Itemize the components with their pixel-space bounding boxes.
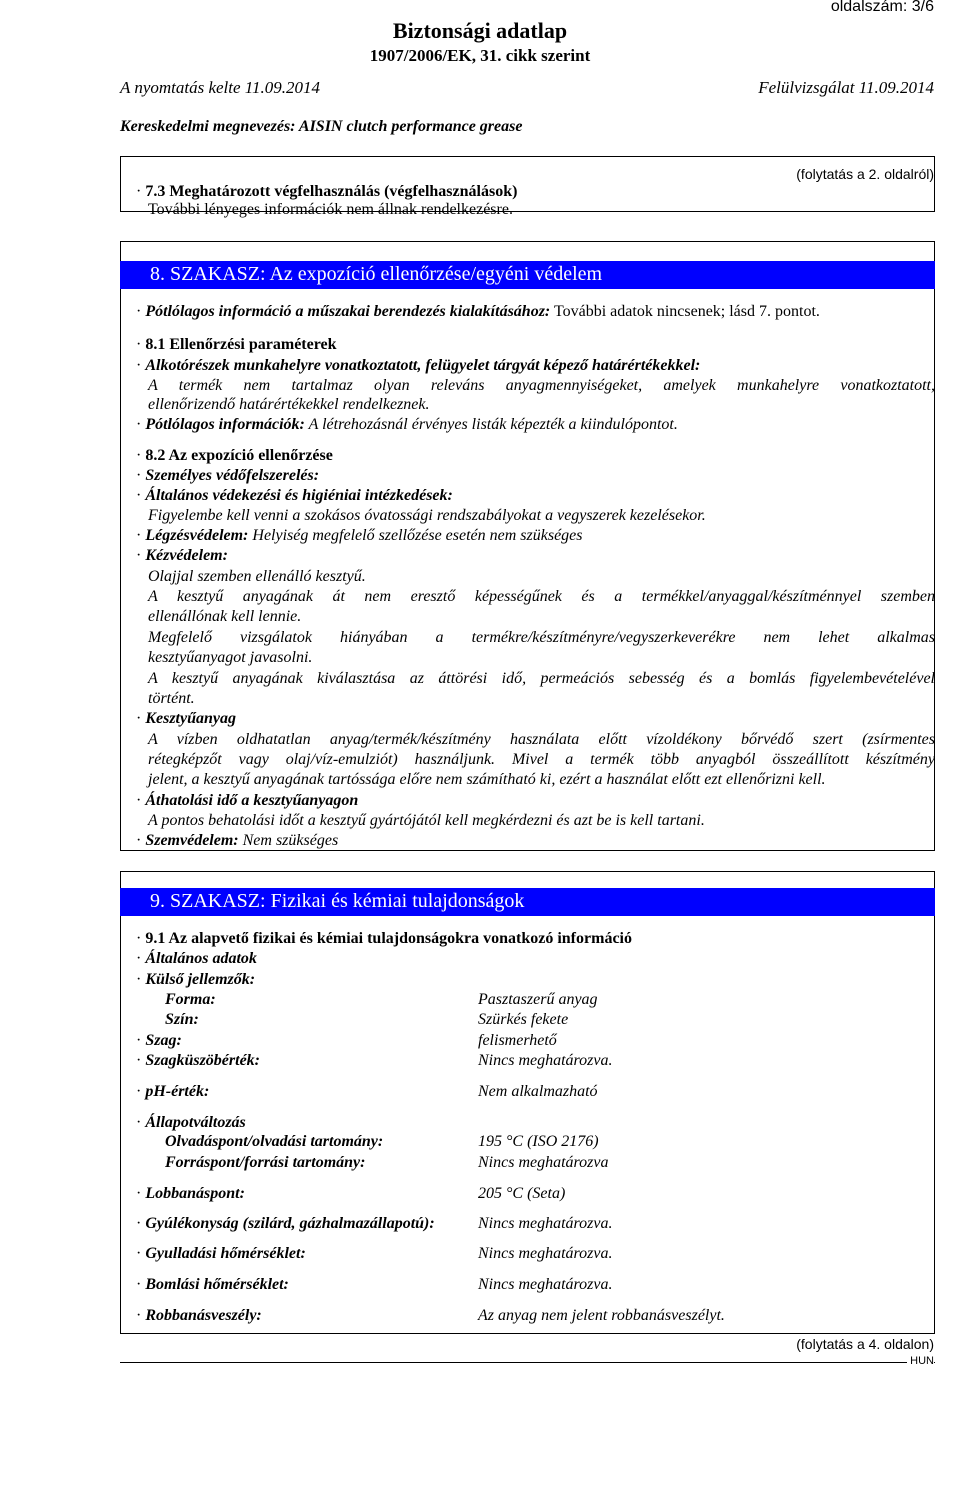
flammability-value: Nincs meghatározva. xyxy=(478,1215,613,1232)
language-code: HUN xyxy=(907,1355,934,1367)
flash-point-label: · Lobbanáspont: xyxy=(136,1185,245,1202)
breakthrough-text: A pontos behatolási időt a kesztyű gyártójától kell megkérdezni és azt be is kell tartani. xyxy=(148,812,705,829)
divider xyxy=(120,156,935,157)
hand-protection-text: Olajjal szemben ellenálló kesztyű. xyxy=(148,568,366,585)
engineering-info: · Pótlólagos információ a műszakai berendezés kialakításához: További adatok nincsenek; lásd 7. pontot. xyxy=(136,303,820,320)
glove-material-label: · Kesztyűanyag xyxy=(136,710,236,727)
continued-to: (folytatás a 4. oldalon) xyxy=(796,1336,934,1352)
odor-label: · Szag: xyxy=(136,1032,182,1049)
hand-protection-text: Megfelelő vizsgálatok hiányában a termékre/készítményre/vegyszerkeverékre nem lehet alkalmas xyxy=(148,629,935,646)
color-value: Szürkés fekete xyxy=(478,1011,569,1028)
divider xyxy=(120,871,935,872)
odor-value: felismerhető xyxy=(478,1032,557,1049)
flammability-label: · Gyúlékonyság (szilárd, gázhalmazállapotú): xyxy=(136,1215,435,1232)
footer-rule xyxy=(120,1362,935,1363)
divider xyxy=(120,241,935,242)
odor-threshold-value: Nincs meghatározva. xyxy=(478,1052,613,1069)
ppe-label: · Személyes védőfelszerelés: xyxy=(136,467,320,484)
glove-material-text: A vízben oldhatatlan anyag/termék/készítmény használata előtt vízoldékony bőrvédő szert (zsírmentes xyxy=(148,731,935,748)
flash-point-value: 205 °C (Seta) xyxy=(478,1185,566,1202)
section-8-heading-bar xyxy=(120,261,935,289)
section-7-3-text: További lényeges információk nem állnak rendelkezésre. xyxy=(148,201,513,218)
continued-from: (folytatás a 2. oldalról) xyxy=(796,166,934,182)
ignition-temp-label: · Gyulladási hőmérséklet: xyxy=(136,1245,306,1262)
document-subtitle: 1907/2006/EK, 31. cikk szerint xyxy=(369,46,591,65)
respiratory-protection: · Légzésvédelem: Helyiség megfelelő szellőzése esetén nem szükséges xyxy=(136,527,583,544)
glove-material-text: jelent, a kesztyű anyagának tartóssága előre nem számítható ki, ezért a használat előtt ezt ellenőrizni kell. xyxy=(148,771,826,788)
divider xyxy=(120,1333,935,1334)
hand-protection-text: kesztyűanyagot javasolni. xyxy=(148,649,313,666)
hygiene-text: Figyelembe kell venni a szokásos óvatossági rendszabályokat a vegyszerek kezelésekor. xyxy=(148,507,706,524)
section-8-1-title: · 8.1 Ellenőrzési paraméterek xyxy=(136,336,337,353)
frame-right xyxy=(934,156,935,212)
explosion-hazard-label: · Robbanásveszély: xyxy=(136,1307,262,1324)
form-value: Pasztaszerű anyag xyxy=(478,991,598,1008)
section-7-3-title: · 7.3 Meghatározott végfelhasználás (végfelhasználások) xyxy=(136,183,518,200)
eye-protection: · Szemvédelem: Nem szükséges xyxy=(136,832,339,849)
frame-right xyxy=(934,871,935,1334)
page-number: oldalszám: 3/6 xyxy=(830,0,934,15)
revision-date: Felülvizsgálat 11.09.2014 xyxy=(758,78,934,97)
hygiene-label: · Általános védekezési és higiéniai intézkedések: xyxy=(136,487,453,504)
ignition-temp-value: Nincs meghatározva. xyxy=(478,1245,613,1262)
limits-text: A termék nem tartalmaz olyan releváns anyagmennyiségeket, amelyek munkahelyre vonatkoztatott, xyxy=(148,377,935,394)
melting-point-label: Olvadáspont/olvadási tartomány: xyxy=(165,1133,384,1150)
explosion-hazard-value: Az anyag nem jelent robbanásveszélyt. xyxy=(478,1307,725,1324)
divider xyxy=(120,850,935,851)
frame-left xyxy=(120,156,121,212)
melting-point-value: 195 °C (ISO 2176) xyxy=(478,1133,599,1150)
form-label: Forma: xyxy=(165,991,216,1008)
section-8-heading: 8. SZAKASZ: Az expozíció ellenőrzése/egyéni védelem xyxy=(150,263,603,285)
section-9-heading: 9. SZAKASZ: Fizikai és kémiai tulajdonságok xyxy=(150,890,525,912)
section-9-1-title: · 9.1 Az alapvető fizikai és kémiai tulajdonságokra vonatkozó információ xyxy=(136,930,632,947)
boiling-point-value: Nincs meghatározva xyxy=(478,1154,609,1171)
frame-left xyxy=(120,241,121,851)
breakthrough-label: · Áthatolási idő a kesztyűanyagon xyxy=(136,792,359,809)
general-info-label: · Általános adatok xyxy=(136,950,257,967)
frame-left xyxy=(120,871,121,1334)
section-9-heading-bar xyxy=(120,888,935,916)
hand-protection-text: A kesztyű anyagának kiválasztása az áttörési idő, permeációs sebesség és a bomlás figyelembevételével xyxy=(148,670,935,687)
color-label: Szín: xyxy=(165,1011,199,1028)
section-8-2-title: · 8.2 Az expozíció ellenőrzése xyxy=(136,447,333,464)
boiling-point-label: Forráspont/forrási tartomány: xyxy=(165,1154,366,1171)
glove-material-text: rétegképzőt vagy olaj/víz-emulziót) használjunk. Mivel a termék több anyagból összeállított készítmény xyxy=(148,751,935,768)
limits-label: · Alkotórészek munkahelyre vonatkoztatott, felügyelet tárgyát képező határértékekkel: xyxy=(136,357,701,374)
print-date: A nyomtatás kelte 11.09.2014 xyxy=(120,78,321,97)
limits-text: ellenőrizendő határértékekkel rendelkeznek. xyxy=(148,396,430,413)
ph-label: · pH-érték: xyxy=(136,1083,210,1100)
ph-value: Nem alkalmazható xyxy=(478,1083,598,1100)
state-change-label: · Állapotváltozás xyxy=(136,1114,246,1131)
additional-info: · Pótlólagos információk: A létrehozásnál érvényes listák képezték a kiindulópontot. xyxy=(136,416,678,433)
hand-protection-label: · Kézvédelem: xyxy=(136,547,228,564)
decomposition-temp-value: Nincs meghatározva. xyxy=(478,1276,613,1293)
odor-threshold-label: · Szagküszöbérték: xyxy=(136,1052,261,1069)
hand-protection-text: A kesztyű anyagának át nem eresztő képességűnek és a termékkel/anyaggal/készítménnyel szemben xyxy=(148,588,935,605)
decomposition-temp-label: · Bomlási hőmérséklet: xyxy=(136,1276,289,1293)
trade-name: Kereskedelmi megnevezés: AISIN clutch performance grease xyxy=(120,118,523,135)
appearance-label: · Külső jellemzők: xyxy=(136,971,256,988)
document-title: Biztonsági adatlap xyxy=(392,18,568,43)
hand-protection-text: ellenállónak kell lennie. xyxy=(148,608,302,625)
hand-protection-text: történt. xyxy=(148,690,195,707)
